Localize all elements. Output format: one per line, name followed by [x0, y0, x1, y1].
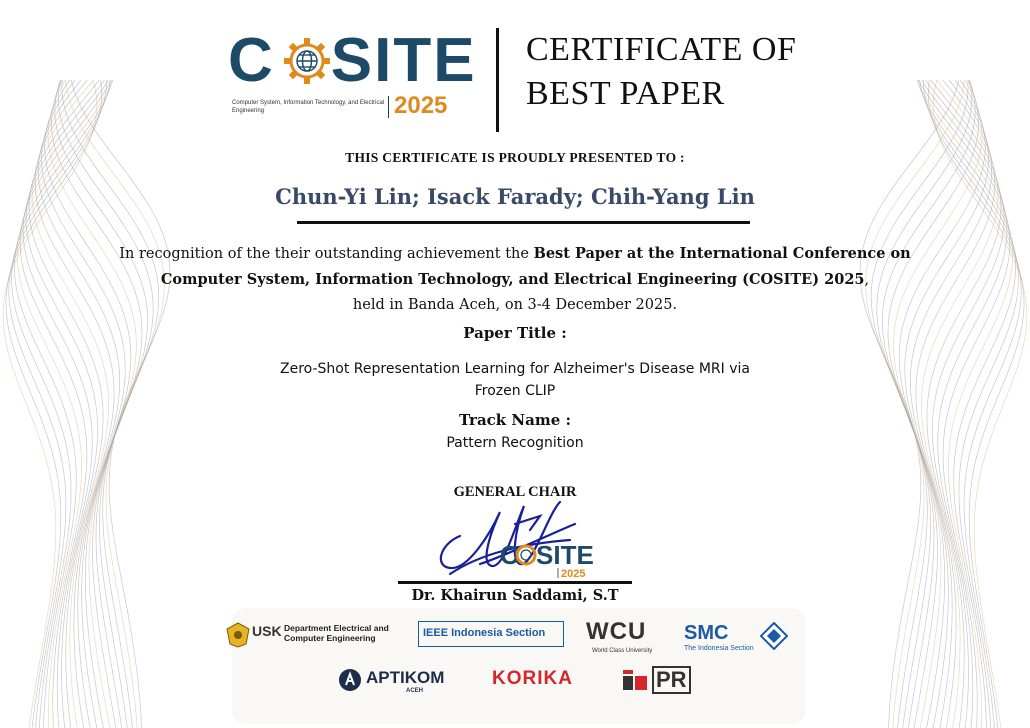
cosite-wordmark: C SITE: [228, 26, 477, 95]
recognition-line3: held in Banda Aceh, on 3-4 December 2025.: [352, 297, 678, 313]
sponsor-logos-panel: [232, 608, 806, 724]
logo-subtitle: Computer System, Information Technology, and Electrical Engineering: [232, 100, 385, 114]
usk-label: USK: [252, 623, 282, 639]
pr-emblem-icon: [622, 668, 650, 694]
certificate-title: [526, 28, 796, 116]
recognition-part3: ,: [864, 272, 870, 288]
certificate-title-line2: BEST PAPER: [526, 75, 725, 112]
recipient-underline: [297, 221, 750, 224]
header-divider: [496, 28, 499, 132]
recognition-part1: In recognition of the their outstanding achievement the: [119, 246, 534, 262]
recognition-part2: at the: [621, 245, 680, 262]
svg-text:C: C: [500, 540, 519, 570]
decorative-wave-pattern-left: [0, 0, 260, 728]
paper-title: Zero-Shot Representation Learning for Alzheimer's Disease MRI via Frozen CLIP: [280, 361, 750, 399]
korika-label: KORIKA: [492, 668, 573, 689]
general-chair-label: GENERAL CHAIR: [453, 484, 577, 500]
decorative-wave-pattern-right: [770, 0, 1030, 728]
usk-emblem-icon: [226, 622, 250, 648]
logo-divider: [388, 96, 389, 118]
aptikom-logo: [338, 666, 468, 700]
chair-signature-with-logo-stamp: [420, 494, 640, 590]
recognition-text: [100, 241, 930, 318]
paper-title-label: Paper Title :: [463, 324, 567, 342]
track-name: Pattern Recognition: [446, 435, 584, 451]
recipient-names: Chun-Yi Lin; Isack Farady; Chih-Yang Lin: [275, 184, 755, 209]
track-name-label: Track Name :: [458, 411, 572, 429]
gear-globe-icon: [282, 36, 332, 86]
smc-diamond-icon: [760, 622, 788, 650]
wcu-sub: World Class University: [592, 648, 653, 654]
pr-label: PR: [652, 666, 691, 694]
aptikom-sub: ACEH: [406, 688, 424, 694]
ieee-section-label: IEEE Indonesia Section: [423, 627, 546, 639]
presented-to-label: THIS CERTIFICATE IS PROUDLY PRESENTED TO :: [345, 150, 685, 165]
usk-logo: [226, 622, 396, 650]
smc-label: SMC: [684, 622, 729, 644]
award-name: Best Paper: [533, 245, 622, 262]
aptikom-emblem-icon: [338, 668, 362, 692]
ieee-indonesia-section-logo: [418, 621, 564, 647]
signer-name: Dr. Khairun Saddami, S.T: [411, 587, 619, 604]
wcu-label: WCU: [586, 618, 647, 645]
logo-year: 2025: [394, 92, 448, 119]
pr-logo: [622, 664, 686, 696]
svg-text:2025: 2025: [561, 568, 586, 580]
certificate-title-line1: CERTIFICATE OF: [526, 31, 797, 68]
conference-name: International Conference on Computer System, Information Technology, and Electrical Engineering (COSITE) 2025: [160, 245, 911, 288]
wcu-logo: [584, 618, 664, 660]
korika-logo: [490, 666, 590, 696]
usk-department: Department Electrical and Computer Engineering: [284, 623, 389, 643]
svg-text:SITE: SITE: [536, 540, 594, 570]
cosite-logo: [228, 26, 478, 126]
signature-line: [398, 581, 632, 584]
ieee-smc-logo: [684, 620, 796, 656]
aptikom-label: APTIKOM: [366, 668, 445, 687]
smc-sub: The Indonesia Section: [684, 645, 754, 652]
